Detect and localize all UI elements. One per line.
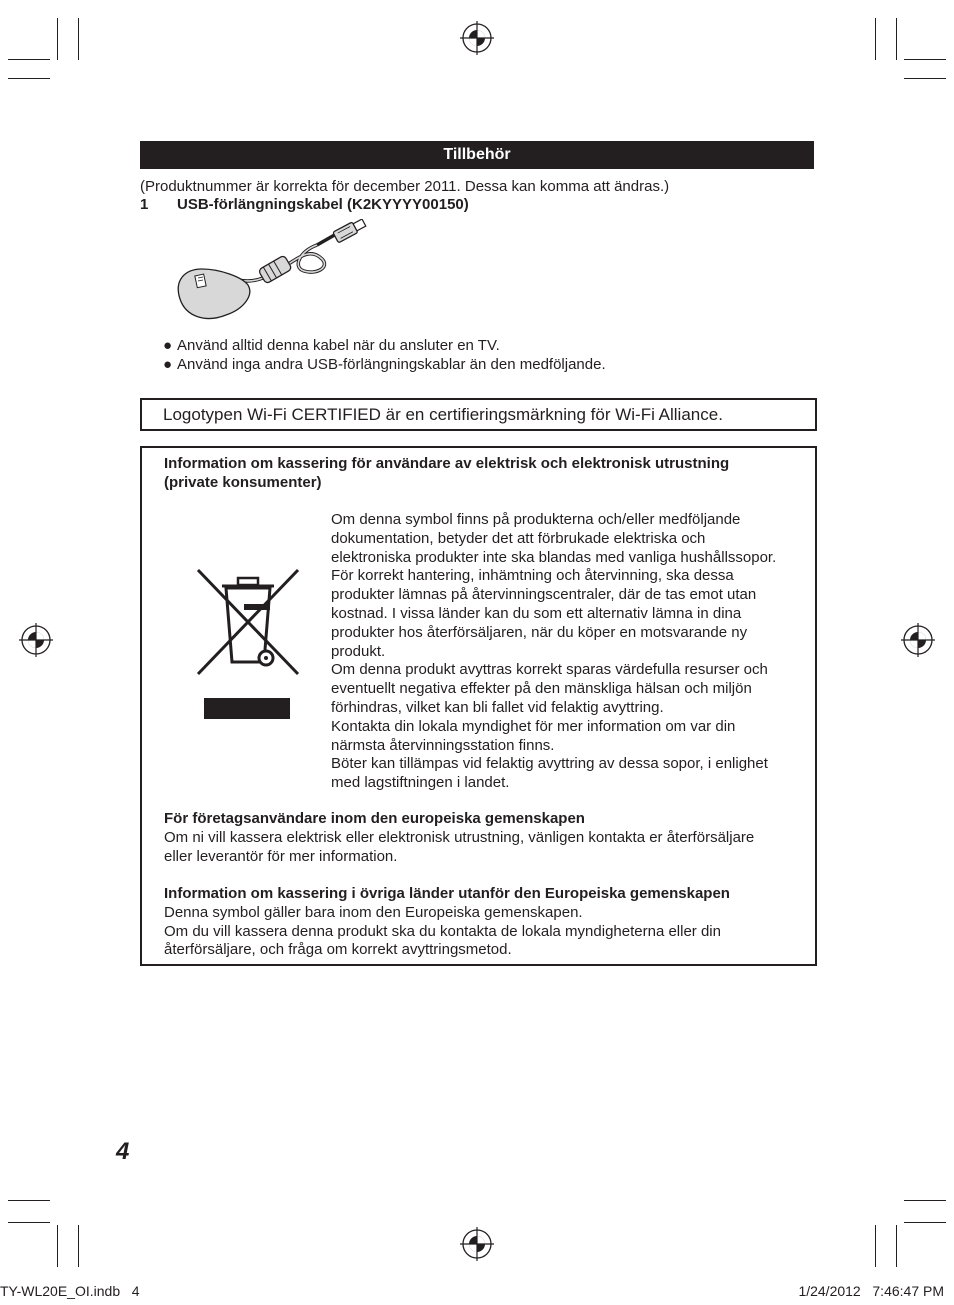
bullet-text: Använd inga andra USB-förlängningskablar än den medföljande. [177,356,606,373]
registration-mark-icon [460,21,494,55]
footer-timestamp: 1/24/2012 7:46:47 PM [798,1283,944,1299]
disposal-body-line: dokumentation, betyder det att förbrukade elektriska och [331,529,706,547]
business-heading: För företagsanvändare inom den europeiska gemenskapen [164,810,585,827]
crop-mark [57,18,58,60]
crop-mark [904,1200,946,1201]
bullet-text: Använd alltid denna kabel när du ansluter en TV. [177,337,500,354]
crop-mark [896,1225,897,1267]
disposal-body-line: Böter kan tillämpas vid felaktig avyttring av dessa sopor, i enlighet [331,755,768,773]
other-countries-section [164,885,730,960]
crop-mark [904,59,946,60]
disposal-body-line: produkter hos återförsäljaren, när du köper en motsvarande ny [331,623,748,641]
disposal-body-line: produkter lämnas på återvinningscentraler, där de tas emot utan [331,586,757,604]
wifi-notice-box [140,398,817,431]
disposal-body-line: För korrekt hantering, inhämtning och återvinning, ska dessa [331,567,734,585]
product-number-note: (Produktnummer är korrekta för december 2011. Dessa kan komma att ändras.) [140,178,670,195]
crop-mark [8,78,50,79]
disposal-heading-line: Information om kassering för användare av elektrisk och elektronisk utrustning [164,455,730,472]
other-countries-line: återförsäljare, och fråga om korrekt avyttringsmetod. [164,941,512,959]
crop-mark [875,18,876,60]
disposal-body [331,511,776,793]
crop-mark [57,1225,58,1267]
crop-mark [78,18,79,60]
disposal-heading-line: (private konsumenter) [164,473,322,491]
business-section [164,810,754,866]
registration-mark-icon [460,1227,494,1261]
footer-file: TY-WL20E_OI.indb 4 [0,1283,140,1299]
section-title: Tillbehör [140,141,814,169]
other-countries-heading: Information om kassering i övriga länder utanför den Europeiska gemenskapen [164,885,730,902]
bullet-icon: ● [163,337,173,354]
disposal-body-line: förhindras, vilket kan bli fallet vid felaktig avyttring. [331,698,664,716]
usb-cable-illustration [172,219,368,329]
business-line: Om ni vill kassera elektrisk eller elektronisk utrustning, vänligen kontakta er återförsäljare [164,828,755,846]
disposal-heading [164,455,729,493]
disposal-body-line: Kontakta din lokala myndighet för mer information om var din [331,717,736,735]
wifi-notice-text: Logotypen Wi-Fi CERTIFIED är en certifieringsmärkning för Wi-Fi Alliance. [163,405,723,424]
item-number: 1 [140,196,149,213]
disposal-body-line: Om denna produkt avyttras korrekt sparas värdefulla resurser och [331,661,768,679]
list-item [163,336,500,355]
business-line: eller leverantör för mer information. [164,847,398,865]
disposal-body-line: Om denna symbol finns på produkterna och/eller medföljande [331,511,741,528]
page-number: 4 [116,1138,130,1165]
disposal-body-line: elektroniska produkter inte ska blandas med vanliga hushållssopor. [331,548,777,566]
disposal-info-box [140,446,817,966]
disposal-body-line: eventuellt negativa effekter på den mänskliga hälsan och miljön [331,680,752,698]
crop-mark [904,78,946,79]
other-countries-line: Denna symbol gäller bara inom den Europeiska gemenskapen. [164,903,583,921]
list-item [163,355,606,374]
registration-mark-icon [19,623,53,657]
disposal-body-line: kostnad. I vissa länder kan du som ett alternativ lämna in dina [331,604,742,622]
item-title: USB-förlängningskabel (K2KYYYY00150) [177,196,469,213]
crop-mark [875,1225,876,1267]
crop-mark [78,1225,79,1267]
crop-mark [8,1222,50,1223]
disposal-body-line: produkt. [331,642,386,660]
crossed-bin-weee-icon [194,566,302,721]
bullet-icon: ● [163,356,173,373]
disposal-body-line: närmsta återvinningsstation finns. [331,736,555,754]
crop-mark [904,1222,946,1223]
disposal-body-line: med lagstiftningen i landet. [331,774,510,792]
crop-mark [8,1200,50,1201]
crop-mark [8,59,50,60]
crop-mark [896,18,897,60]
registration-mark-icon [901,623,935,657]
other-countries-line: Om du vill kassera denna produkt ska du kontakta de lokala myndigheterna eller din [164,922,721,940]
